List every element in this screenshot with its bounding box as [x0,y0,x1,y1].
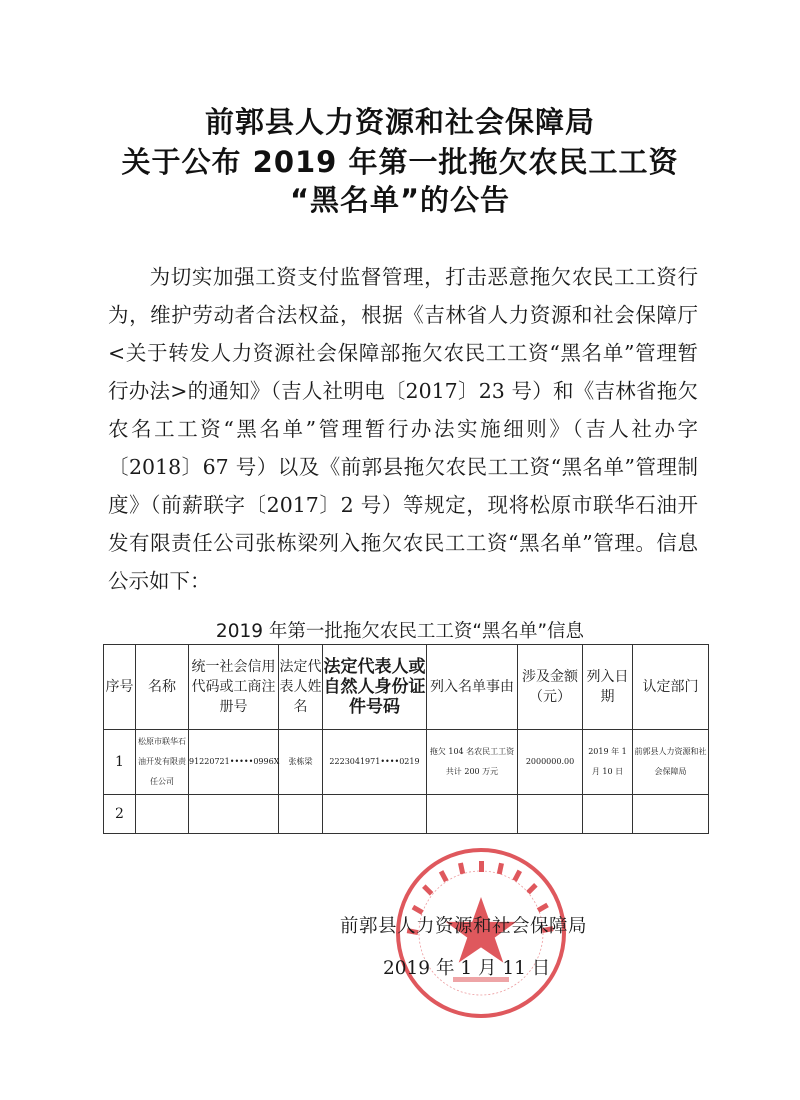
signature-organization: 前郭县人力资源和社会保障局 [340,916,588,937]
cell-name [136,795,189,834]
notice-body [108,258,698,600]
cell-amount [518,795,583,834]
cell-reason: 拖欠 104 名农民工工资共计 200 万元 [427,730,518,795]
table-row [104,730,709,795]
cell-name: 松原市联华石油开发有限责任公司 [136,730,189,795]
notice-body-text: 为切实加强工资支付监督管理，打击恶意拖欠农民工工资行为，维护劳动者合法权益，根据《吉林省人力资源和社会保障厅<关于转发人力资源社会保障部拖欠农民工工资“黑名单”管理暂行办法>的通知》（吉人社明电〔2017〕23 号）和《吉林省拖欠农名工工资“黑名单”管理暂行办法实施细则》（吉人社办字〔2018〕67 号）以及《前郭县拖欠农民工工资“黑名单”管理制度》（前薪联字〔2017〕2 号）等规定，现将松原市联华石油开发有限责任公司张栋梁列入拖欠农民工工资“黑名单”管理。信息公示如下： [108,265,698,593]
header-reason: 列入名单事由 [427,645,518,730]
cell-amount: 2000000.00 [518,730,583,795]
header-name: 名称 [136,645,189,730]
signature-date: 2019 年 1 月 11 日 [383,958,551,979]
table-row [104,795,709,834]
cell-date [583,795,633,834]
cell-id-number [323,795,427,834]
header-dept: 认定部门 [633,645,709,730]
header-id-number: 法定代表人或自然人身份证件号码 [323,645,427,730]
cell-code [189,795,279,834]
header-legal-rep: 法定代表人姓名 [279,645,323,730]
cell-reason [427,795,518,834]
header-index: 序号 [104,645,136,730]
header-code: 统一社会信用代码或工商注册号 [189,645,279,730]
table-header-row [104,645,709,730]
header-date: 列入日期 [583,645,633,730]
cell-dept [633,795,709,834]
notice-title-line-1: 前郭县人力资源和社会保障局 [204,105,595,139]
cell-date: 2019 年 1 月 10 日 [583,730,633,795]
cell-legal-rep: 张栋梁 [279,730,323,795]
cell-legal-rep [279,795,323,834]
cell-dept: 前郭县人力资源和社会保障局 [633,730,709,795]
cell-index: 2 [104,795,136,834]
notice-title-line-3: “黑名单”的公告 [289,183,511,217]
blacklist-table [103,644,709,834]
cell-index: 1 [104,730,136,795]
cell-code: 91220721•••••0996X [189,730,279,795]
header-amount: 涉及金额（元） [518,645,583,730]
table-caption: 2019 年第一批拖欠农民工工资“黑名单”信息 [215,621,585,642]
notice-title-line-2: 关于公布 2019 年第一批拖欠农民工工资 [121,145,679,179]
cell-id-number: 2223041971••••0219 [323,730,427,795]
